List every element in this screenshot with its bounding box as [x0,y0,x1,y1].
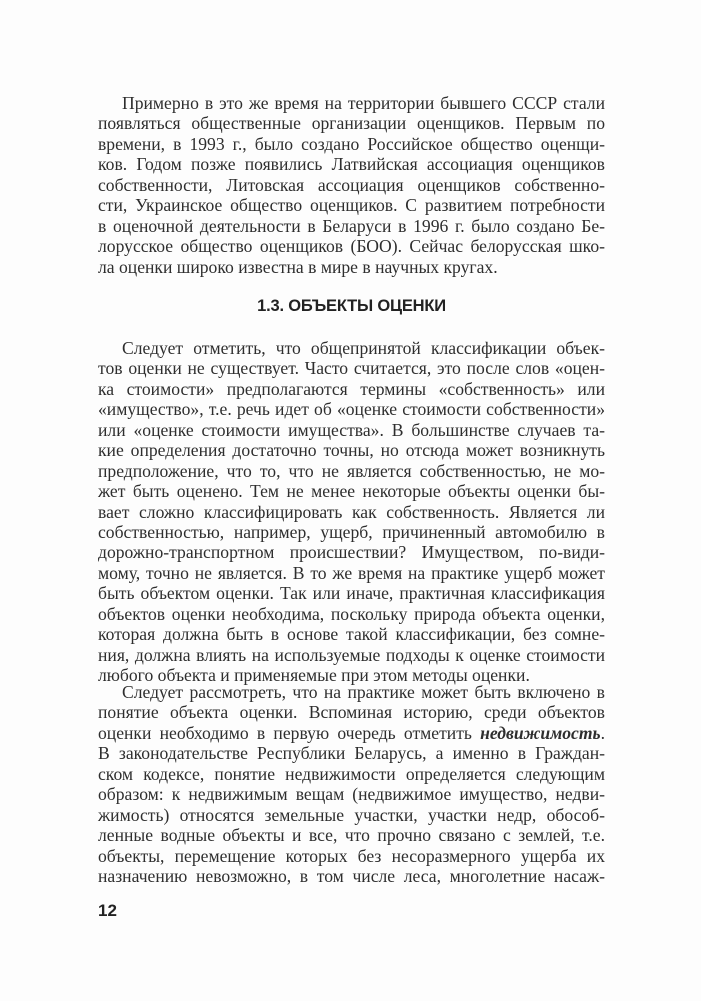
text-line: объектов оценки необходима, поскольку природа объекта оценки, [98,603,605,624]
text-line: ленные водные объекты и все, что прочно связано с землей, т.е. [98,825,605,846]
text-line [98,723,605,743]
text-line: жимость) относятся земельные участки, участки недр, обособ- [98,804,605,825]
text-line: любого объекта и применяемые при этом методы оценки. [98,665,530,685]
text-line: жет быть оценено. Тем не менее некоторые объекты оценки бы- [98,481,605,502]
text-line: понятие объекта оценки. Вспоминая историю, среди объектов [98,702,605,723]
text-line: ла оценки широко известна в мире в научных кругах. [98,256,498,277]
text-line: образом: к недвижимым вещам (недвижимое имущество, недви- [98,784,605,805]
text-line: быть объектом оценки. Так или иначе, практичная классификация [98,583,605,604]
text-line: Следует рассмотреть, что на практике может быть включено в [122,682,605,702]
text-fragment: . [600,722,605,743]
text-line: ков. Годом позже появились Латвийская ассоциация оценщиков [98,154,605,175]
text-line: назначению невозможно, в том числе леса, многолетние насаж- [98,865,605,886]
text-line: которая должна быть в основе такой классификации, без сомне- [98,624,605,645]
text-line: предположение, что то, что не является собственностью, не мо- [98,460,605,481]
text-line: объекты, перемещение которых без несоразмерного ущерба их [98,845,605,866]
text-line: мому, точно не является. В то же время на практике ущерб может [98,562,605,583]
text-line: тов оценки не существует. Часто считается, это после слов «оцен- [98,358,605,379]
text-line: собственностью, например, ущерб, причиненный автомобилю в [98,521,605,542]
text-line: дорожно-транспортном происшествии? Имуществом, по-види- [98,542,605,563]
paragraph-real-estate [98,682,605,886]
text-fragment: оценки необходимо в первую очередь отметить [98,722,481,743]
text-line: кие определения достаточно точны, но отсюда может возникнуть [98,440,605,461]
text-line: появляться общественные организации оценщиков. Первым по [98,113,605,134]
page-number: 12 [98,901,117,920]
text-line: собственности, Литовская ассоциация оценщиков собственно- [98,174,605,195]
text-line: ском кодексе, понятие недвижимости определяется следующим [98,763,605,784]
text-line: времени, в 1993 г., было создано Российское общество оценщи- [98,133,605,154]
text-line: В законодательстве Республики Беларусь, а именно в Граждан- [98,743,605,764]
text-line: ка стоимости» предполагаются термины «собственность» или [98,378,605,399]
text-line: вает сложно классифицировать как собственность. Является ли [98,501,605,522]
paragraph-history [98,93,605,277]
paragraph-classification [98,338,605,685]
section-heading: 1.3. ОБЪЕКТЫ ОЦЕНКИ [257,297,446,315]
emphasized-term: недвижимость [480,722,601,743]
text-line: в оценочной деятельности в Беларуси в 1996 г. было создано Бе- [98,215,605,236]
text-line: Примерно в это же время на территории бывшего СССР стали [122,93,605,113]
text-line: лорусское общество оценщиков (БОО). Сейчас белорусская шко- [98,236,605,257]
text-line: сти, Украинское общество оценщиков. С развитием потребности [98,195,605,216]
text-line: Следует отметить, что общепринятой классификации объек- [122,338,605,358]
text-line: «имущество», т.е. речь идет об «оценке стоимости собственности» [98,399,605,420]
text-line: или «оценке стоимости имущества». В большинстве случаев та- [98,419,605,440]
text-line: ния, должна влиять на используемые подходы к оценке стоимости [98,644,605,665]
